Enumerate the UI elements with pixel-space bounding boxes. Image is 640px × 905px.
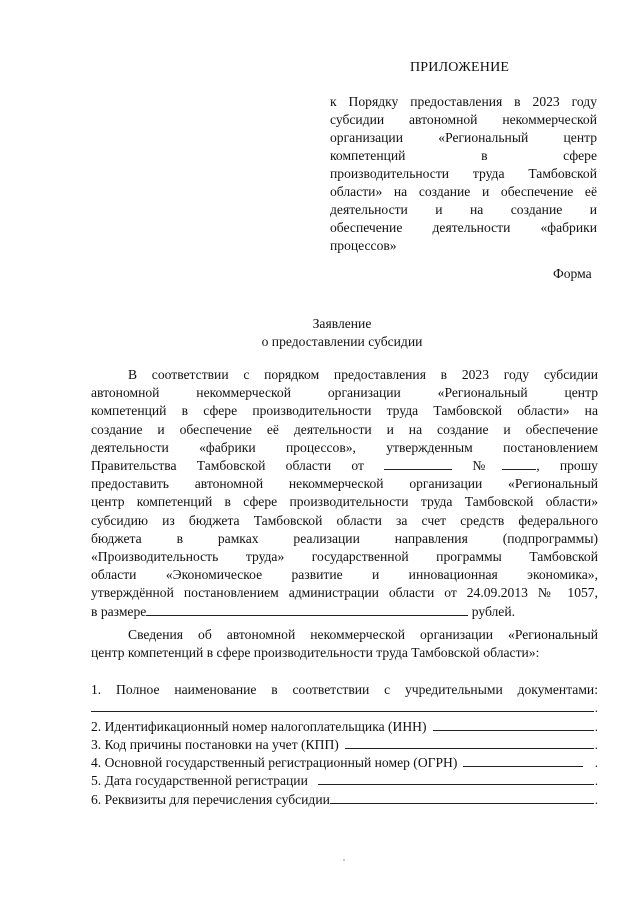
document-title: Заявление [312, 316, 372, 331]
field-full-name-line [91, 699, 598, 717]
scan-speck [343, 859, 345, 861]
appendix-line: области» на создание и обеспечение её [330, 184, 597, 199]
resolution-date-blank[interactable] [384, 458, 452, 470]
field-label: 6. Реквизиты для перечисления субсидии [91, 791, 330, 807]
field-label: 1. Полное наименование в соответствии с учредительными документами: [91, 682, 598, 697]
field-end-dot: . [594, 755, 598, 771]
inn-blank[interactable] [433, 718, 594, 731]
amount-blank[interactable] [146, 604, 468, 616]
body-line: «Производительность труда» государственной программы Тамбовской [91, 549, 598, 565]
resolution-number-blank[interactable] [502, 458, 536, 470]
body-line: В соответствии с порядком предоставления в 2023 году субсидии [128, 367, 598, 382]
appendix-line: деятельности и на создание и [330, 202, 597, 217]
ogrn-blank[interactable] [463, 754, 582, 767]
appendix-line: компетенций в сфере [330, 148, 597, 163]
body-line: предоставить автономной некоммерческой организации «Региональный [91, 476, 598, 492]
body-line-amount [91, 603, 598, 621]
body-line: субсидию из бюджета Тамбовской области за счет средств федерального [91, 512, 598, 528]
organization-info-intro [91, 626, 598, 662]
document-subtitle: о предоставлении субсидии [261, 334, 423, 349]
field-registration-date [91, 772, 598, 790]
appendix-line: к Порядку предоставления в 2023 году [330, 94, 597, 109]
field-label: 3. Код причины постановки на учет (КПП) [91, 736, 339, 752]
body-line: центр компетенций в сфере производительности труда Тамбовской области» [91, 494, 598, 510]
body-line: области «Экономическое развитие и инновационная экономика», [91, 567, 598, 583]
application-body [91, 366, 598, 621]
body-line: автономной некоммерческой организации «Региональный центр [91, 385, 598, 401]
kpp-blank[interactable] [345, 736, 594, 749]
info-line: Сведения об автономной некоммерческой организации «Региональный [128, 627, 598, 642]
body-line: утверждённой постановлением администрации области от 24.09.2013 № 1057, [91, 585, 598, 601]
form-label: Форма [553, 266, 592, 281]
bank-details-blank[interactable] [330, 791, 594, 804]
body-line: бюджета в рамках реализации направления (подпрограммы) [91, 530, 598, 546]
field-end-dot: . [594, 700, 598, 716]
field-end-dot: . [594, 791, 598, 807]
number-sign: № [472, 458, 503, 474]
field-inn [91, 718, 598, 736]
field-end-dot: . [594, 736, 598, 752]
field-kpp [91, 736, 598, 754]
amount-label: в размере [91, 603, 147, 619]
resolution-text: Правительства Тамбовской области от [91, 458, 364, 474]
appendix-line: обеспечение деятельности «фабрики [330, 220, 597, 235]
appendix-line: субсидии автономной некоммерческой [330, 112, 597, 127]
field-bank-details [91, 791, 598, 809]
body-line: создание и обеспечение её деятельности и на создание и обеспечение [91, 421, 598, 437]
field-label: 5. Дата государственной регистрации [91, 773, 308, 789]
appendix-reference [330, 93, 597, 255]
request-text: , прошу [536, 458, 598, 474]
appendix-line: процессов» [330, 238, 397, 253]
field-label: 2. Идентификационный номер налогоплательщика (ИНН) [91, 718, 427, 734]
currency-label: рублей. [471, 603, 516, 619]
full-name-blank[interactable] [91, 699, 594, 712]
info-line: центр компетенций в сфере производительности труда Тамбовской области»: [91, 645, 540, 661]
appendix-title: ПРИЛОЖЕНИЕ [410, 60, 510, 75]
body-line-resolution [91, 457, 598, 475]
body-line: деятельности «фабрики процессов», утвержденным постановлением [91, 439, 598, 455]
field-ogrn [91, 754, 598, 772]
field-end-dot: . [594, 718, 598, 734]
appendix-line: производительности труда Тамбовской [330, 166, 597, 181]
organization-fields [91, 681, 598, 809]
field-label: 4. Основной государственный регистрационный номер (ОГРН) [91, 755, 458, 771]
field-full-name [91, 681, 598, 699]
body-line: компетенций в сфере производительности труда Тамбовской области» на [91, 403, 598, 419]
appendix-line: организации «Региональный центр [330, 130, 597, 145]
registration-date-blank[interactable] [318, 772, 594, 785]
field-end-dot: . [594, 773, 598, 789]
